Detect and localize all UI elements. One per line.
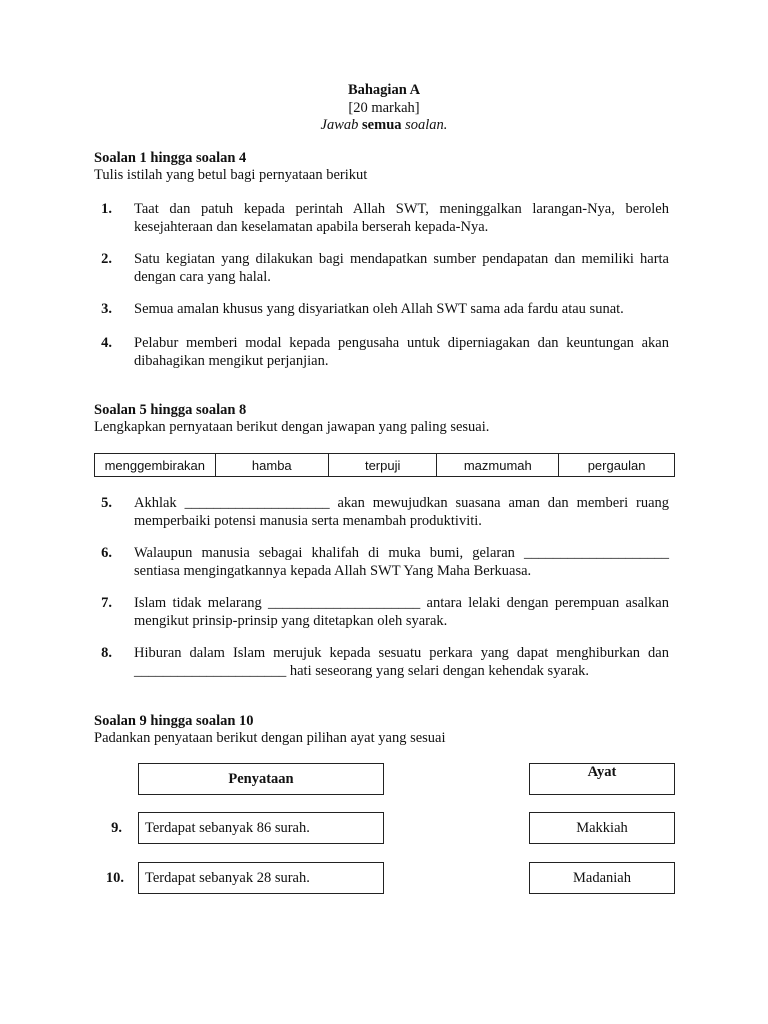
question-5: [94, 495, 669, 530]
answer-options-table: [94, 453, 675, 477]
question-8: [94, 645, 669, 680]
question-text: Satu kegiatan yang dilakukan bagi mendapatkan sumber pendapatan dan memiliki harta dengan cara yang halal.: [134, 251, 669, 285]
question-number: 3.: [101, 301, 112, 317]
instruction-post: soalan.: [405, 117, 448, 133]
statement-text: Terdapat sebanyak 28 surah.: [145, 869, 310, 886]
question-1: [94, 201, 669, 236]
question-text: Pelabur memberi modal kepada pengusaha untuk diperniagakan dan keuntungan akan dibahagikan mengikut perjanjian.: [134, 335, 669, 369]
question-4: [94, 335, 669, 370]
option-box: [529, 862, 675, 894]
question-text: Taat dan patuh kepada perintah Allah SWT, meninggalkan larangan-Nya, beroleh kesejahteraan dan keselamatan apabila berserah kepada-Nya.: [134, 201, 669, 235]
option-box: [529, 812, 675, 844]
section2-title: Soalan 5 hingga soalan 8: [94, 402, 247, 418]
statement-box: [138, 862, 384, 894]
instruction: [0, 117, 768, 135]
question-number: 6.: [101, 545, 112, 561]
section3-title: Soalan 9 hingga soalan 10: [94, 713, 254, 729]
match-number: 9.: [111, 820, 122, 836]
section-header: [0, 82, 768, 135]
question-6: [94, 545, 669, 580]
option-header-box: [529, 763, 675, 795]
question-number: 8.: [101, 645, 112, 661]
question-7: [94, 595, 669, 630]
question-text: Semua amalan khusus yang disyariatkan oleh Allah SWT sama ada fardu atau sunat.: [134, 301, 624, 317]
question-text: Walaupun manusia sebagai khalifah di muka bumi, gelaran ____________________ sentiasa mengingatkannya kepada Allah SWT Yang Maha Berkuasa.: [134, 545, 669, 579]
option-cell: hamba: [215, 454, 328, 477]
question-2: [94, 251, 669, 286]
option-cell: menggembirakan: [95, 454, 216, 477]
question-number: 1.: [101, 201, 112, 217]
statement-header: Penyataan: [228, 770, 294, 787]
option-header: Ayat: [587, 764, 617, 780]
statement-header-box: [138, 763, 384, 795]
statement-box: [138, 812, 384, 844]
question-number: 7.: [101, 595, 112, 611]
option-text: Makkiah: [576, 819, 628, 836]
match-number: 10.: [105, 870, 124, 886]
section1-subtitle: Tulis istilah yang betul bagi pernyataan berikut: [94, 167, 368, 183]
question-text: Islam tidak melarang _____________________ antara lelaki dengan perempuan asalkan mengikut prinsip-prinsip yang ditetapkan oleh syarak.: [134, 595, 669, 629]
instruction-pre: Jawab: [320, 117, 359, 133]
question-number: 5.: [101, 495, 112, 511]
section-title: Bahagian A: [347, 82, 421, 98]
question-number: 4.: [101, 335, 112, 351]
statement-text: Terdapat sebanyak 86 surah.: [145, 819, 310, 836]
section2-subtitle: Lengkapkan pernyataan berikut dengan jawapan yang paling sesuai.: [94, 419, 490, 435]
question-3: [94, 301, 669, 319]
question-text: Hiburan dalam Islam merujuk kepada sesuatu perkara yang dapat menghiburkan dan _____________________ hati seseorang yang selari dengan kehendak syarak.: [134, 645, 669, 679]
option-text: Madaniah: [573, 869, 631, 886]
instruction-bold: semua: [362, 117, 402, 133]
section1-title: Soalan 1 hingga soalan 4: [94, 150, 247, 166]
marks-label: [20 markah]: [348, 99, 420, 116]
section3-subtitle: Padankan penyataan berikut dengan pilihan ayat yang sesuai: [94, 730, 446, 746]
option-cell: mazmumah: [437, 454, 559, 477]
option-cell: pergaulan: [559, 454, 675, 477]
question-text: Akhlak ____________________ akan mewujudkan suasana aman dan memberi ruang memperbaiki potensi manusia serta menambah produktiviti.: [134, 495, 669, 529]
option-cell: terpuji: [328, 454, 436, 477]
question-number: 2.: [101, 251, 112, 267]
